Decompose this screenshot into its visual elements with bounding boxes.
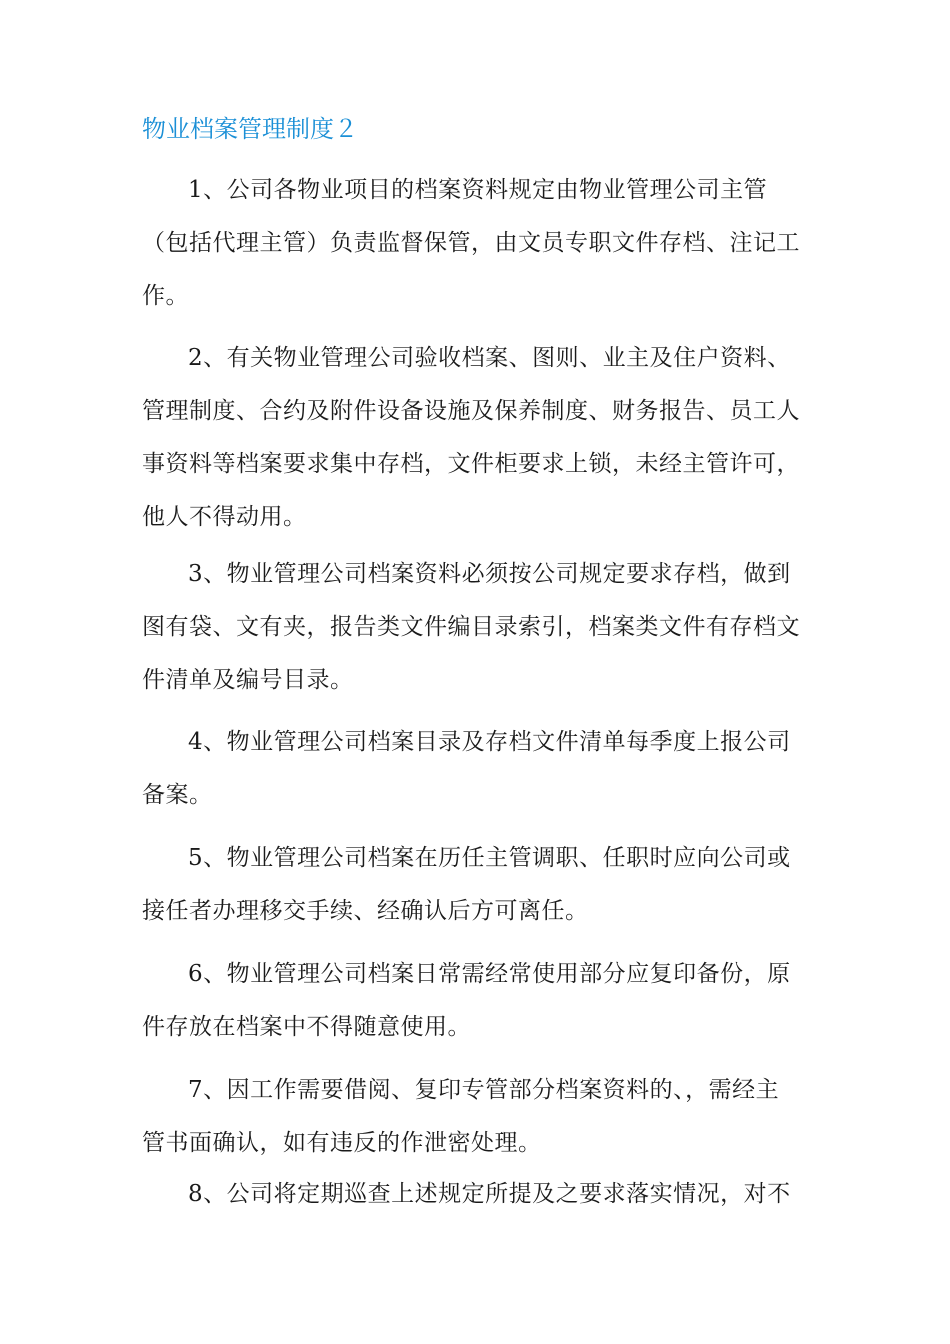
paragraph-5: 5、物业管理公司档案在历任主管调职、任职时应向公司或接任者办理移交手续、经确认后方可离任。: [142, 845, 791, 924]
paragraph-2: 2、有关物业管理公司验收档案、图则、业主及住户资料、管理制度、合约及附件设备设施及保养制度、财务报告、员工人事资料等档案要求集中存档，文件柜要求上锁，未经主管许可，他人不得动用。: [142, 345, 800, 530]
document-title: 物业档案管理制度２: [142, 115, 358, 143]
paragraph-6: 6、物业管理公司档案日常需经常使用部分应复印备份，原件存放在档案中不得随意使用。: [142, 961, 791, 1040]
paragraph-8: 8、公司将定期巡查上述规定所提及之要求落实情况，对不: [188, 1181, 791, 1207]
paragraph-1: 1、公司各物业项目的档案资料规定由物业管理公司主管（包括代理主管）负责监督保管，由文员专职文件存档、注记工作。: [142, 177, 800, 309]
paragraph-4: 4、物业管理公司档案目录及存档文件清单每季度上报公司备案。: [142, 729, 791, 808]
paragraph-3: 3、物业管理公司档案资料必须按公司规定要求存档，做到图有袋、文有夹，报告类文件编目录索引，档案类文件有存档文件清单及编号目录。: [142, 561, 800, 693]
paragraph-7: 7、因工作需要借阅、复印专管部分档案资料的、，需经主管书面确认，如有违反的作泄密处理。: [142, 1077, 780, 1156]
